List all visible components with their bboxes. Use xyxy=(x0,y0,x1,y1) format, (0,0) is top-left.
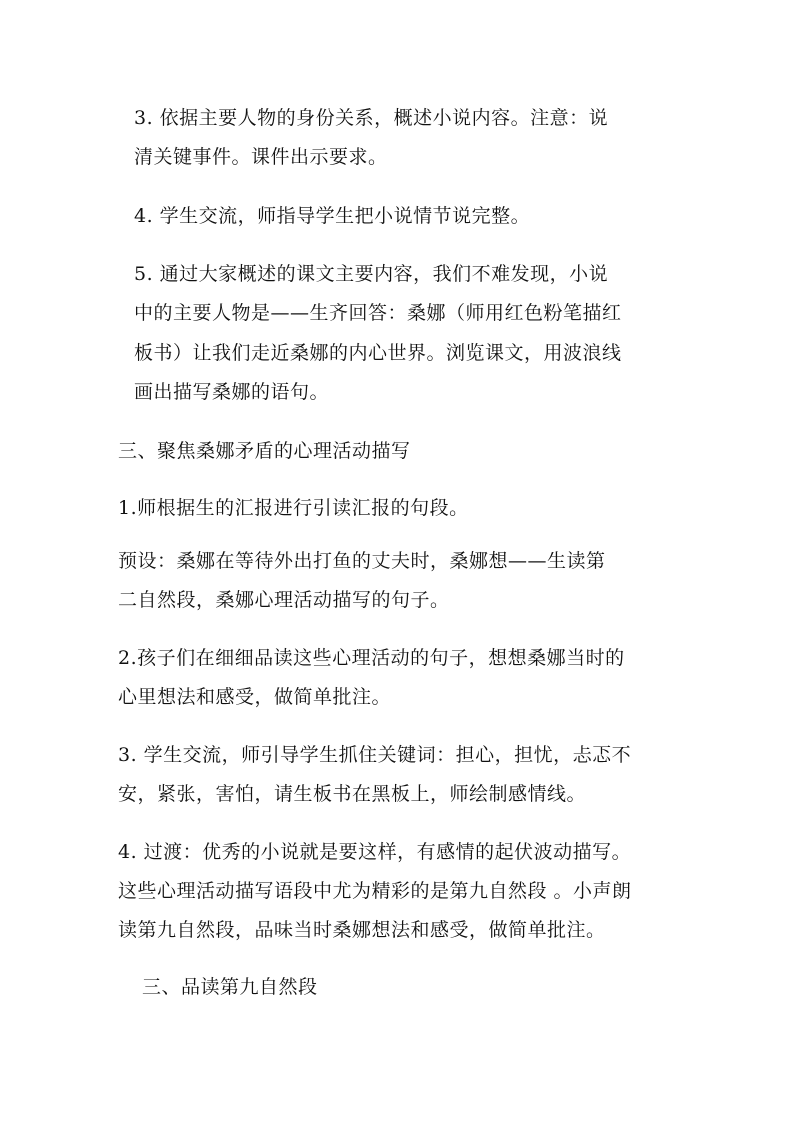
paragraph-2-line-2: 心里想法和感受，做简单批注。 xyxy=(118,686,392,708)
section-heading-focus: 三、聚焦桑娜矛盾的心理活动描写 xyxy=(118,440,411,462)
paragraph-3-line-1: 3. 依据主要人物的身份关系，概述小说内容。注意：说 xyxy=(134,107,609,129)
preset-line-1: 预设：桑娜在等待外出打鱼的丈夫时，桑娜想——生读第 xyxy=(118,550,606,572)
paragraph-5-line-2: 中的主要人物是——生齐回答：桑娜（师用红色粉笔描红 xyxy=(134,302,622,324)
section-heading-read-ninth: 三、品读第九自然段 xyxy=(142,976,318,998)
paragraph-4b-line-1: 4. 过渡：优秀的小说就是要这样，有感情的起伏波动描写。 xyxy=(118,841,632,863)
paragraph-4b-line-2: 这些心理活动描写语段中尤为精彩的是第九自然段 。小声朗 xyxy=(118,880,632,902)
preset-line-2: 二自然段，桑娜心理活动描写的句子。 xyxy=(118,589,450,611)
paragraph-5-line-1: 5. 通过大家概述的课文主要内容，我们不难发现，小说 xyxy=(134,263,609,285)
paragraph-5-line-3: 板书）让我们走近桑娜的内心世界。浏览课文，用波浪线 xyxy=(134,342,622,364)
paragraph-3b-line-1: 3. 学生交流，师引导学生抓住关键词：担心，担忧，忐忑不 xyxy=(118,744,632,766)
paragraph-3-line-2: 清关键事件。课件出示要求。 xyxy=(134,146,388,168)
paragraph-5-line-4: 画出描写桑娜的语句。 xyxy=(134,381,330,403)
paragraph-4b-line-3: 读第九自然段，品味当时桑娜想法和感受，做简单批注。 xyxy=(118,919,606,941)
paragraph-2-line-1: 2.孩子们在细细品读这些心理活动的句子，想想桑娜当时的 xyxy=(118,647,625,669)
paragraph-3b-line-2: 安，紧张，害怕，请生板书在黑板上，师绘制感情线。 xyxy=(118,783,587,805)
paragraph-1-line-1: 1.师根据生的汇报进行引读汇报的句段。 xyxy=(118,497,469,519)
paragraph-4-line-1: 4. 学生交流，师指导学生把小说情节说完整。 xyxy=(134,205,531,227)
